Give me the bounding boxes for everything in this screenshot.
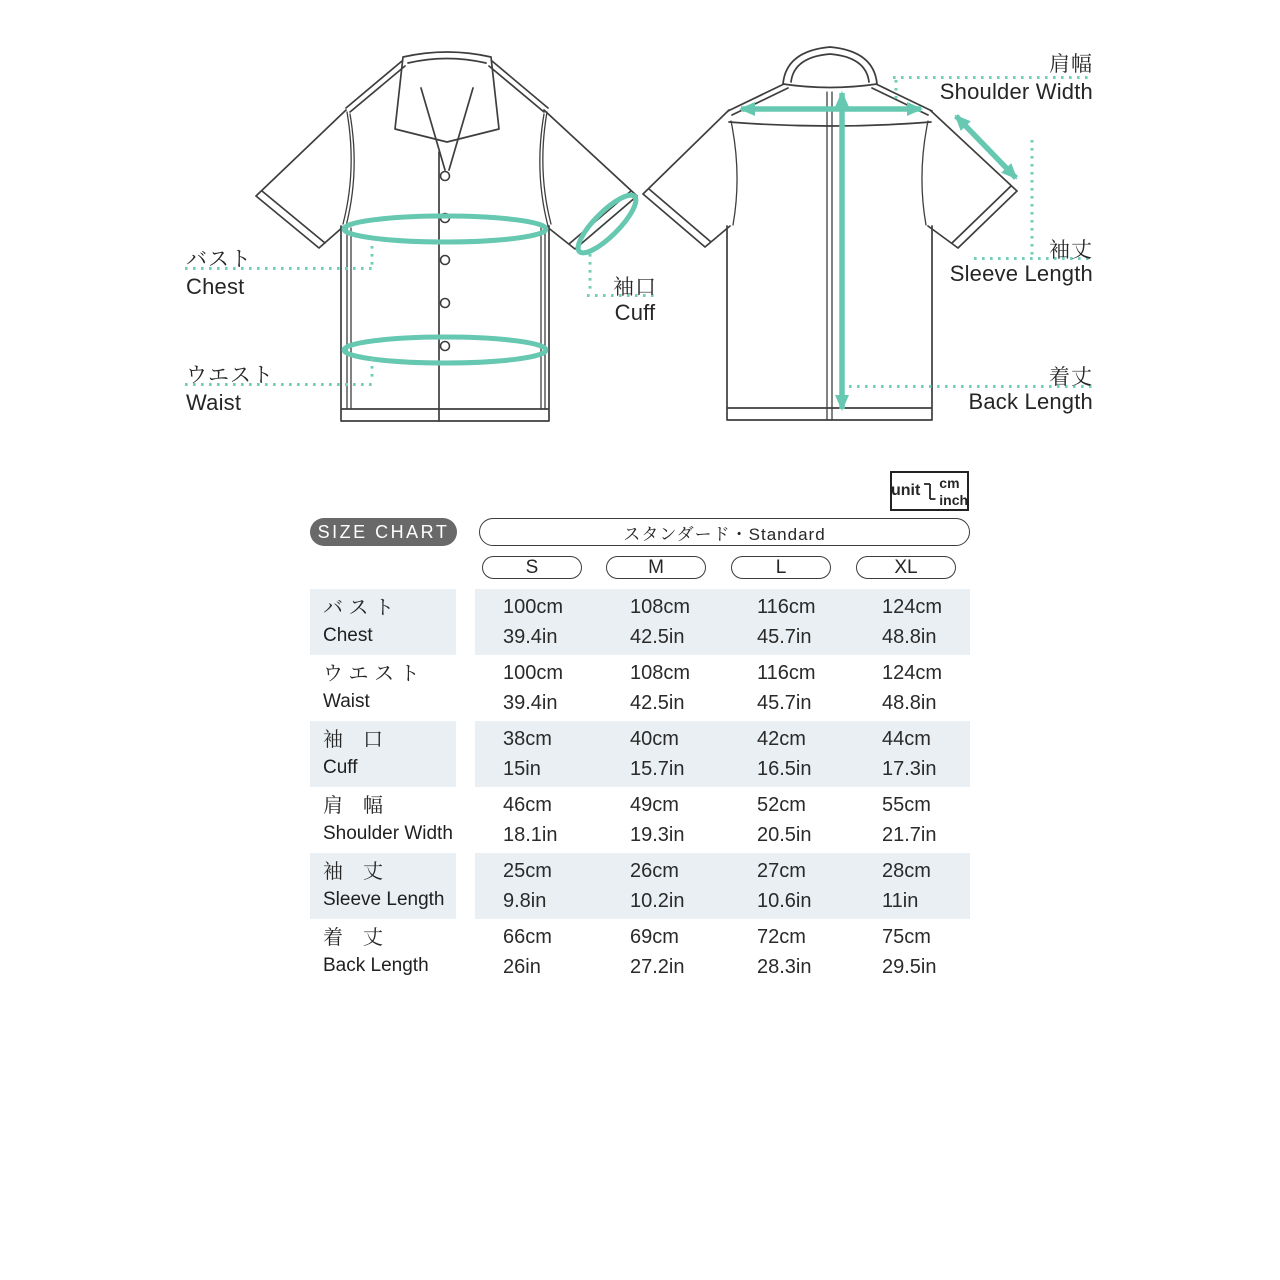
cuff-label-en: Cuff <box>614 300 656 325</box>
row-label-en: Cuff <box>323 757 358 778</box>
cell-l: 52cm 20.5in <box>757 794 812 846</box>
unit-bracket-icon <box>923 477 936 505</box>
row-label-jp: ウ エ ス ト <box>323 663 420 685</box>
cell-xl: 75cm 29.5in <box>882 926 937 978</box>
row-values <box>475 655 970 721</box>
row-values <box>475 919 970 985</box>
row-label-jp: 着 丈 <box>323 927 383 949</box>
size-chart-title-pill: SIZE CHART <box>310 518 457 546</box>
size-pill-s: S <box>482 556 582 579</box>
cell-l: 116cm 45.7in <box>757 662 816 714</box>
row-label-en: Waist <box>323 691 370 712</box>
table-row-sleeve-length <box>0 853 1280 919</box>
table-row-shoulder-width <box>0 787 1280 853</box>
cell-m: 40cm 15.7in <box>630 728 685 780</box>
row-label <box>310 787 456 853</box>
cell-m: 26cm 10.2in <box>630 860 685 912</box>
waist-label-jp: ウエスト <box>186 364 274 387</box>
row-label <box>310 919 456 985</box>
sleeve-length-arrow <box>956 116 1016 178</box>
unit-word: unit <box>890 482 921 499</box>
cell-s: 25cm 9.8in <box>503 860 552 912</box>
button-row <box>441 172 450 351</box>
row-label-jp: 肩 幅 <box>323 795 383 817</box>
cell-m: 108cm 42.5in <box>630 596 691 648</box>
back-length-label-en: Back Length <box>968 389 1093 414</box>
row-label-en: Back Length <box>323 955 429 976</box>
chest-label-jp: バスト <box>186 248 252 271</box>
cell-m: 49cm 19.3in <box>630 794 685 846</box>
cell-s: 66cm 26in <box>503 926 552 978</box>
leader-dotted-lines <box>185 78 1092 387</box>
cuff-label-jp: 袖口 <box>613 276 657 299</box>
fit-standard-pill: スタンダード・Standard <box>479 518 970 546</box>
unit-legend-box <box>890 471 969 511</box>
measure-marks <box>344 93 1016 409</box>
row-values <box>475 787 970 853</box>
row-label-en: Sleeve Length <box>323 889 445 910</box>
cell-xl: 28cm 11in <box>882 860 931 912</box>
unit-cm: cm <box>939 474 960 491</box>
row-label <box>310 853 456 919</box>
sleeve-length-label-jp: 袖丈 <box>1049 239 1093 262</box>
table-row-cuff <box>0 721 1280 787</box>
size-pill-l: L <box>731 556 831 579</box>
row-label-jp: 袖 口 <box>323 729 383 751</box>
size-pill-m: M <box>606 556 706 579</box>
cell-xl: 124cm 48.8in <box>882 662 943 714</box>
cell-m: 69cm 27.2in <box>630 926 685 978</box>
cell-m: 108cm 42.5in <box>630 662 691 714</box>
row-values <box>475 589 970 655</box>
cell-s: 46cm 18.1in <box>503 794 558 846</box>
row-label-jp: 袖 丈 <box>323 861 383 883</box>
cell-s: 100cm 39.4in <box>503 662 564 714</box>
cell-s: 100cm 39.4in <box>503 596 564 648</box>
cell-l: 27cm 10.6in <box>757 860 812 912</box>
shoulder-width-label-en: Shoulder Width <box>939 79 1093 104</box>
row-label-jp: バ ス ト <box>323 597 395 619</box>
cell-l: 72cm 28.3in <box>757 926 812 978</box>
row-values <box>475 721 970 787</box>
cell-xl: 124cm 48.8in <box>882 596 943 648</box>
cell-l: 42cm 16.5in <box>757 728 812 780</box>
cell-l: 116cm 45.7in <box>757 596 816 648</box>
row-label-en: Chest <box>323 625 373 646</box>
back-length-label-jp: 着丈 <box>1049 366 1093 389</box>
row-values <box>475 853 970 919</box>
row-label-en: Shoulder Width <box>323 823 453 844</box>
table-row-chest <box>0 589 1280 655</box>
cell-xl: 55cm 21.7in <box>882 794 937 846</box>
row-label <box>310 589 456 655</box>
chest-label-en: Chest <box>186 274 245 299</box>
unit-inch: inch <box>939 491 969 508</box>
row-label <box>310 721 456 787</box>
sleeve-length-label-en: Sleeve Length <box>949 261 1093 286</box>
waist-label-en: Waist <box>186 390 242 415</box>
cell-xl: 44cm 17.3in <box>882 728 937 780</box>
table-row-waist <box>0 655 1280 721</box>
size-pill-xl: XL <box>856 556 956 579</box>
cell-s: 38cm 15in <box>503 728 552 780</box>
cuff-ellipse <box>571 188 643 260</box>
shoulder-width-label-jp: 肩幅 <box>1049 53 1093 76</box>
row-label <box>310 655 456 721</box>
table-row-back-length <box>0 919 1280 985</box>
